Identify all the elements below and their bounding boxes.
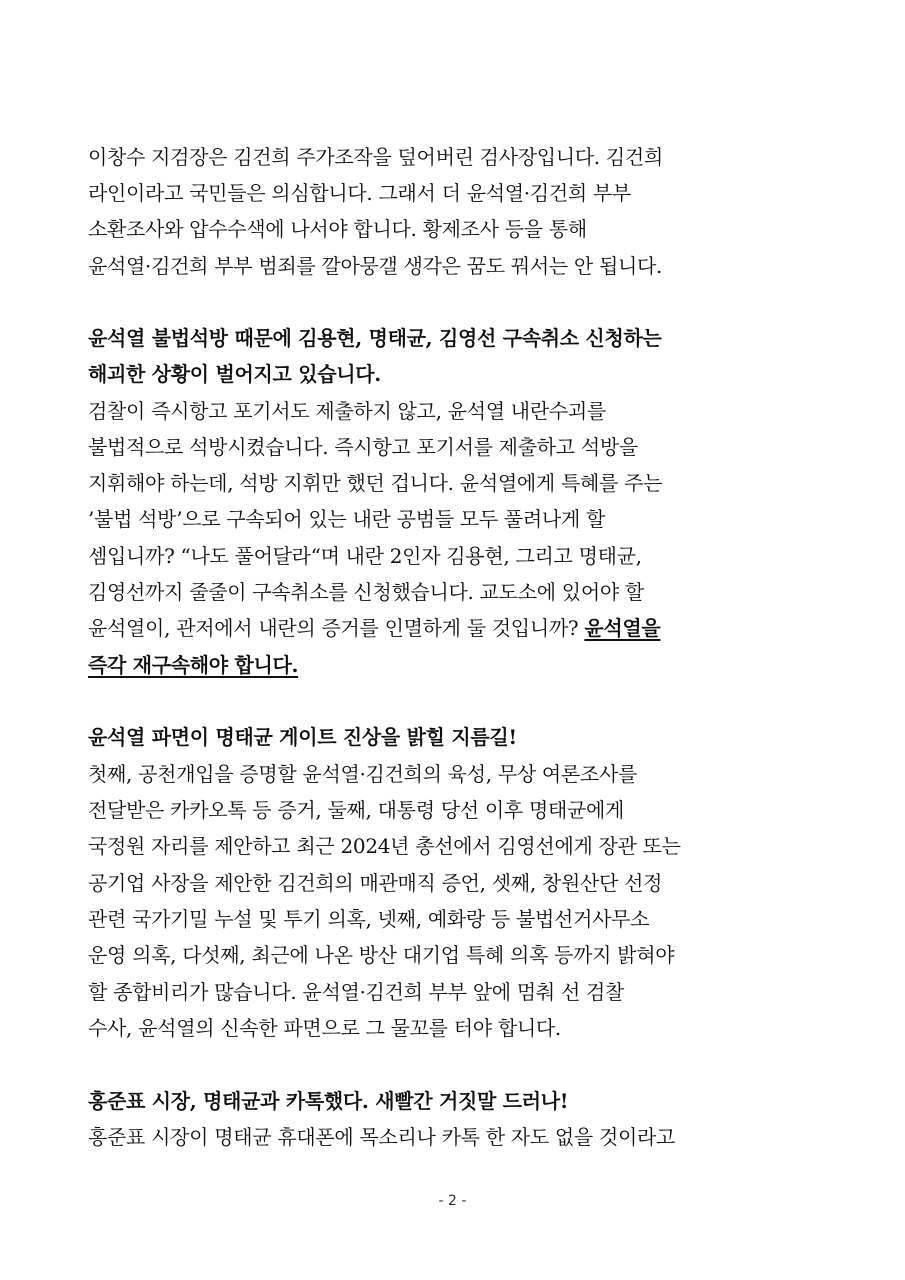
section-heading: 홍준표 시장, 명태균과 카톡했다. 새빨간 거짓말 드러나! — [88, 1089, 569, 1113]
paragraph-line: 검찰이 즉시항고 포기서도 제출하지 않고, 윤석열 내란수괴를 — [88, 399, 606, 423]
paragraph-line: 이창수 지검장은 김건희 주가조작을 덮어버린 검사장입니다. 김건희 — [88, 145, 663, 169]
paragraph-line: 윤석열·김건희 부부 범죄를 깔아뭉갤 생각은 꿈도 꿔서는 안 됩니다. — [88, 254, 663, 278]
paragraph-line: 공기업 사장을 제안한 김건희의 매관매직 증언, 셋째, 창원산단 선정 — [88, 871, 663, 895]
paragraph-text: 윤석열이, 관저에서 내란의 증거를 인멸하게 둘 것입니까? — [88, 616, 585, 640]
paragraph-line: 라인이라고 국민들은 의심합니다. 그래서 더 윤석열·김건희 부부 — [88, 181, 631, 205]
paragraph-line: 첫째, 공천개입을 증명할 윤석열·김건희의 육성, 무상 여론조사를 — [88, 762, 638, 786]
section-heading: 윤석열 불법석방 때문에 김용현, 명태균, 김영선 구속취소 신청하는 — [88, 326, 662, 350]
page-number: - 2 - — [438, 1193, 467, 1209]
paragraph-line — [88, 650, 298, 680]
paragraph-line: 홍준표 시장이 명태균 휴대폰에 목소리나 카톡 한 자도 없을 것이라고 — [88, 1125, 676, 1149]
paragraph-line: 소환조사와 압수수색에 나서야 합니다. 황제조사 등을 통해 — [88, 217, 587, 241]
paragraph-line: 관련 국가기밀 누설 및 투기 의혹, 넷째, 예화랑 등 불법선거사무소 — [88, 907, 650, 931]
paragraph-line: ’불법 석방’으로 구속되어 있는 내란 공범들 모두 풀려나게 할 — [88, 507, 606, 531]
paragraph-line: 지휘해야 하는데, 석방 지휘만 했던 겁니다. 윤석열에게 특혜를 주는 — [88, 471, 663, 495]
paragraph-line: 전달받은 카카오톡 등 증거, 둘째, 대통령 당선 이후 명태균에게 — [88, 798, 625, 822]
paragraph-line: 운영 의혹, 다섯째, 최근에 나온 방산 대기업 특혜 의혹 등까지 밝혀야 — [88, 943, 675, 967]
section-heading: 윤석열 파면이 명태균 게이트 진상을 밝힐 지름길! — [88, 725, 517, 749]
paragraph-line: 국정원 자리를 제안하고 최근 2024년 총선에서 김영선에게 장관 또는 — [88, 834, 681, 858]
paragraph-line: 셈입니까? “나도 풀어달라“며 내란 2인자 김용현, 그리고 명태균, — [88, 544, 642, 568]
paragraph-line: 김영선까지 줄줄이 구속취소를 신청했습니다. 교도소에 있어야 할 — [88, 580, 644, 604]
paragraph-line: 할 종합비리가 많습니다. 윤석열·김건희 부부 앞에 멈춰 선 검찰 — [88, 980, 625, 1004]
paragraph-line — [88, 613, 660, 643]
paragraph-line: 수사, 윤석열의 신속한 파면으로 그 물꼬를 터야 합니다. — [88, 1016, 561, 1040]
paragraph-line: 불법적으로 석방시켰습니다. 즉시항고 포기서를 제출하고 석방을 — [88, 435, 638, 459]
emphasis-text: 윤석열을 — [584, 616, 661, 640]
section-heading: 해괴한 상황이 벌어지고 있습니다. — [88, 362, 381, 386]
emphasis-text: 즉각 재구속해야 합니다. — [88, 653, 299, 677]
